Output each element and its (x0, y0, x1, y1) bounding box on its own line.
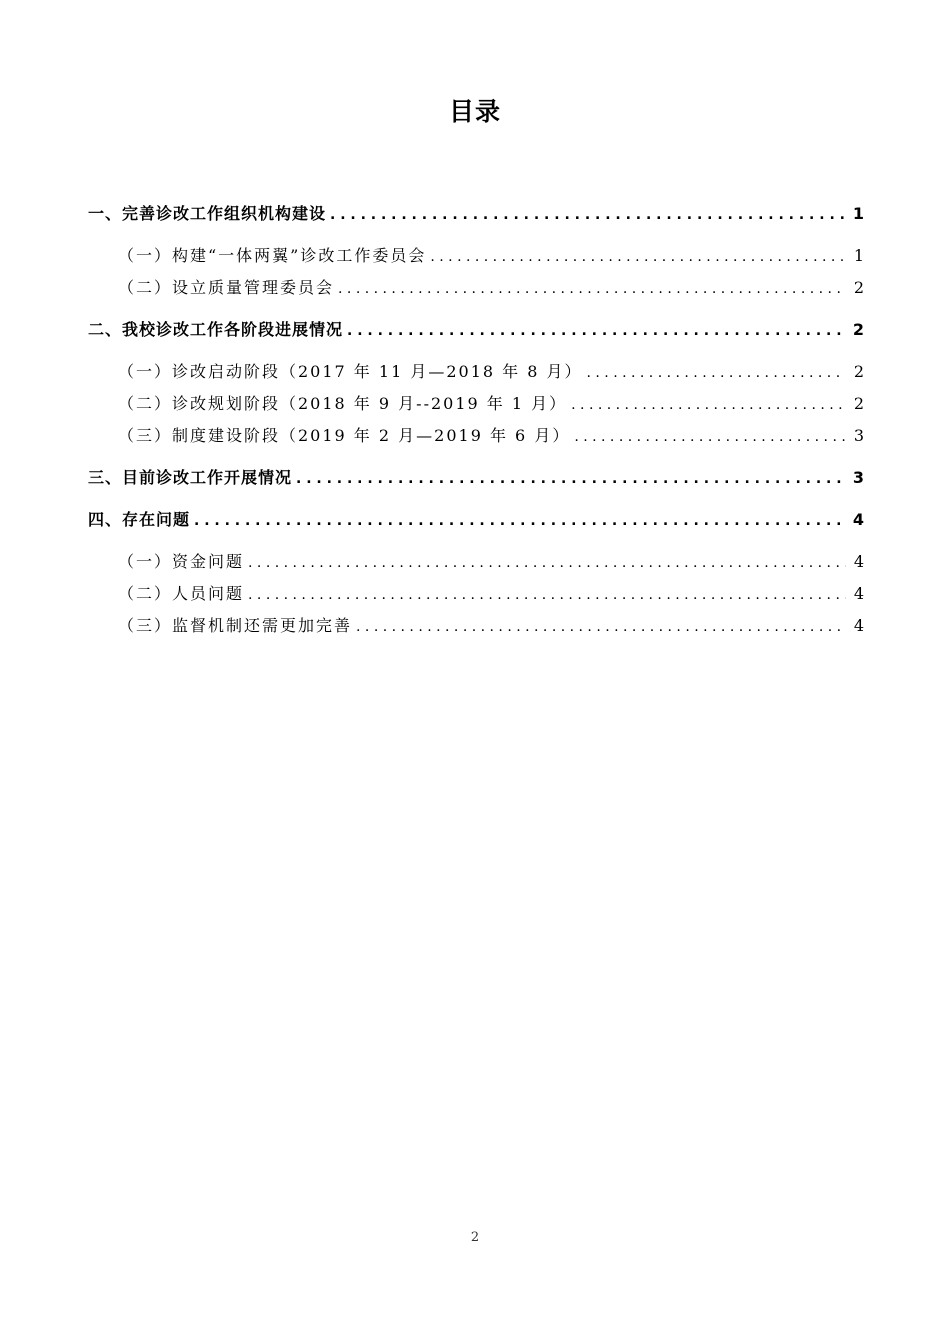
toc-entry[interactable] (88, 504, 864, 536)
toc-dot-leader (574, 421, 846, 453)
toc-entry-text: （二）设立质量管理委员会 (118, 278, 335, 297)
footer-page-number: 2 (470, 1230, 480, 1245)
page-title: 目录 (448, 97, 501, 126)
toc-dot-leader (338, 273, 846, 305)
toc-entry[interactable] (88, 420, 864, 452)
toc-page-number: 2 (853, 278, 864, 297)
toc-entry-text: （三）监督机制还需更加完善 (118, 616, 353, 635)
toc-page-number: 4 (853, 616, 864, 635)
toc-page-number: 4 (853, 584, 864, 603)
toc-page-number: 4 (852, 510, 864, 529)
toc-entry[interactable] (88, 462, 864, 494)
toc-dot-leader (430, 241, 846, 273)
toc-entry[interactable] (88, 198, 864, 230)
toc-dot-leader (194, 505, 846, 537)
toc-dot-leader (248, 547, 846, 579)
toc-entry-text: （一）诊改启动阶段（2017 年 11 月—2018 年 8 月） (118, 362, 583, 381)
toc-page-number: 2 (853, 362, 864, 381)
toc-entry-text: （一）构建“一体两翼”诊改工作委员会 (118, 246, 427, 265)
toc-entry-text: （二）人员问题 (118, 584, 245, 603)
toc-page-number: 2 (852, 320, 864, 339)
toc-dot-leader (296, 463, 846, 495)
toc-entry-text: 四、存在问题 (88, 510, 191, 529)
toc-page-number: 3 (853, 426, 864, 445)
toc-entry-text: 二、我校诊改工作各阶段进展情况 (88, 320, 344, 339)
toc-dot-leader (347, 315, 846, 347)
toc-entry-text: （一）资金问题 (118, 552, 245, 571)
toc-entry[interactable] (88, 314, 864, 346)
toc-entry[interactable] (88, 610, 864, 642)
toc-entry[interactable] (88, 578, 864, 610)
toc-entry[interactable] (88, 388, 864, 420)
toc-dot-leader (571, 389, 846, 421)
toc-entry-text: （二）诊改规划阶段（2018 年 9 月--2019 年 1 月） (118, 394, 568, 413)
toc-dot-leader (330, 199, 846, 231)
table-of-contents (88, 198, 864, 642)
toc-entry[interactable] (88, 356, 864, 388)
toc-dot-leader (587, 357, 847, 389)
toc-dot-leader (248, 579, 846, 611)
toc-entry[interactable] (88, 546, 864, 578)
toc-entry-text: 一、完善诊改工作组织机构建设 (88, 204, 327, 223)
toc-page-number: 1 (852, 204, 864, 223)
toc-entry-text: 三、目前诊改工作开展情况 (88, 468, 293, 487)
toc-page-number: 3 (852, 468, 864, 487)
toc-page-number: 2 (853, 394, 864, 413)
toc-page-number: 4 (853, 552, 864, 571)
toc-entry-text: （三）制度建设阶段（2019 年 2 月—2019 年 6 月） (118, 426, 571, 445)
toc-dot-leader (356, 611, 846, 643)
toc-entry[interactable] (88, 240, 864, 272)
toc-entry[interactable] (88, 272, 864, 304)
toc-page-number: 1 (853, 246, 864, 265)
